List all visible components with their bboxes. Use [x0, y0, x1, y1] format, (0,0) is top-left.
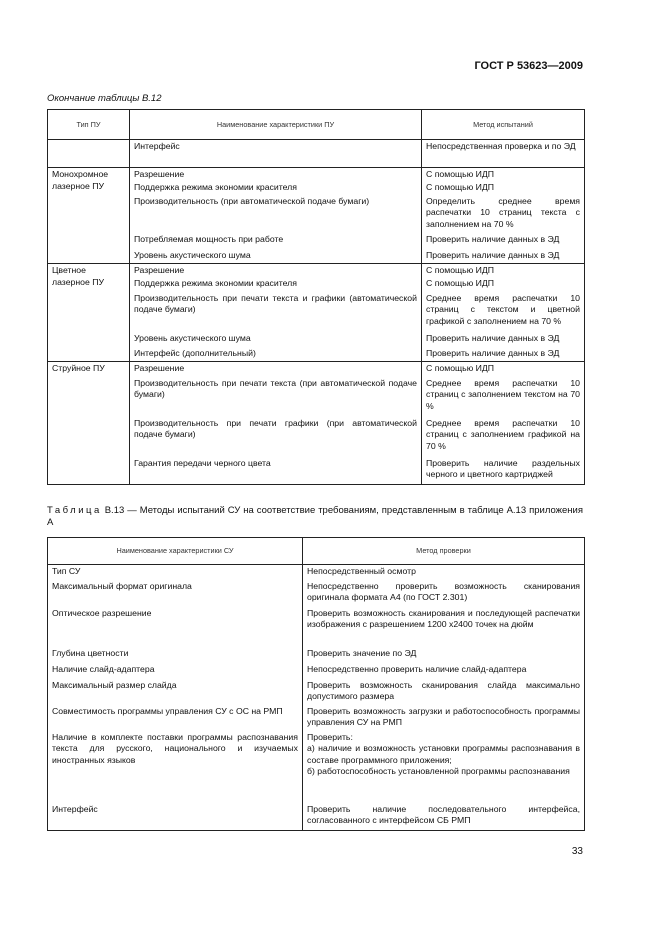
test-method-text: Среднее время распечатки 10 страниц с заполнением графикой на 70 %: [426, 417, 580, 451]
printer-type-cell: Цветное лазерное ПУ: [48, 264, 130, 362]
test-method-text: Среднее время распечатки 10 страниц с заполнением текстом на 70 %: [426, 377, 580, 411]
verification-method-cell: Непосредственный осмотр: [303, 565, 585, 580]
test-method-text: С помощью ИДП: [426, 169, 495, 179]
document-code: ГОСТ Р 53623—2009: [474, 60, 583, 72]
characteristic-text: Уровень акустического шума: [134, 332, 251, 343]
characteristic-text: Производительность при печати графики (при автоматической подаче бумаги): [134, 417, 417, 439]
characteristic-text: Производительность при печати текста и графики (автоматической подаче бумаги): [134, 292, 417, 314]
table-row: [48, 140, 585, 168]
column-header: Тип ПУ: [48, 110, 130, 140]
characteristic-text: Гарантия передачи черного цвета: [134, 457, 271, 468]
table-row: [48, 362, 585, 377]
column-header: Метод проверки: [303, 538, 585, 565]
test-method-text: Проверить наличие раздельных черного и цветного картриджей: [426, 457, 580, 479]
characteristic-cell: [130, 332, 422, 347]
test-method-cell: [422, 140, 585, 168]
test-method-text: Среднее время распечатки 10 страниц с текстом и цветной графикой с заполнением на 70 %: [426, 292, 580, 326]
characteristic-text: Разрешение: [134, 169, 185, 179]
verification-method-cell: Проверить значение по ЭД: [303, 647, 585, 663]
caption-label: Таблица: [47, 505, 102, 516]
characteristic-cell: [130, 168, 422, 181]
verification-method-cell: Проверить: а) наличие и возможность установки программы распознавания в составе программного приложения; б) работоспособность установленной программы распознавания: [303, 731, 585, 803]
characteristic-cell: [130, 347, 422, 362]
page-number: 33: [571, 846, 583, 857]
table-row: [48, 580, 585, 607]
test-method-cell: [422, 377, 585, 417]
verification-method-cell: Проверить возможность сканирования слайда максимально допустимого размера: [303, 679, 585, 705]
characteristic-cell: Наличие в комплекте поставки программы распознавания текста для русского, национального и изучаемых иностранных языков: [48, 731, 303, 803]
characteristic-cell: [130, 417, 422, 457]
table-row: [48, 168, 585, 181]
characteristic-cell: Глубина цветности: [48, 647, 303, 663]
characteristic-cell: [130, 195, 422, 233]
characteristic-cell: Оптическое разрешение: [48, 607, 303, 647]
printer-type-cell: Струйное ПУ: [48, 362, 130, 485]
characteristic-text: Интерфейс (дополнительный): [134, 347, 256, 358]
test-method-text: Определить среднее время распечатки 10 страниц текста с заполнением на 70 %: [426, 195, 580, 229]
characteristic-cell: [130, 264, 422, 277]
test-method-cell: [422, 362, 585, 377]
characteristic-text: Производительность (при автоматической подаче бумаги): [134, 195, 370, 206]
test-method-cell: [422, 332, 585, 347]
table-row: [48, 679, 585, 705]
test-method-cell: [422, 168, 585, 181]
table-b12: [47, 109, 585, 485]
table-row: [48, 607, 585, 647]
test-method-cell: [422, 347, 585, 362]
table-row: [48, 264, 585, 277]
table-row: [48, 731, 585, 803]
characteristic-cell: [130, 249, 422, 264]
test-method-text: Проверить наличие данных в ЭД: [426, 347, 560, 358]
table-row: [48, 663, 585, 679]
table-b13-caption: [47, 505, 583, 529]
test-method-text: Проверить наличие данных в ЭД: [426, 249, 560, 260]
characteristic-text: Потребляемая мощность при работе: [134, 233, 284, 244]
table-row: [48, 647, 585, 663]
verification-method-cell: Проверить возможность сканирования и последующей распечатки изображения с разрешением 1200 х2400 точек на дюйм: [303, 607, 585, 647]
test-method-text: Непосредственная проверка и по ЭД: [426, 141, 576, 151]
test-method-text: С помощью ИДП: [426, 181, 495, 192]
characteristic-text: Поддержка режима экономии красителя: [134, 277, 297, 288]
verification-method-cell: Непосредственно проверить наличие слайд-адаптера: [303, 663, 585, 679]
column-header: Наименование характеристики СУ: [48, 538, 303, 565]
test-method-cell: [422, 249, 585, 264]
test-method-cell: [422, 181, 585, 195]
printer-type-cell: Монохромное лазерное ПУ: [48, 168, 130, 264]
characteristic-cell: Совместимость программы управления СУ с ОС на РМП: [48, 705, 303, 731]
characteristic-text: Интерфейс: [134, 141, 180, 151]
characteristic-text: Разрешение: [134, 265, 185, 275]
printer-type-cell: [48, 140, 130, 168]
table-row: [48, 803, 585, 831]
characteristic-cell: Максимальный размер слайда: [48, 679, 303, 705]
characteristic-cell: Наличие слайд-адаптера: [48, 663, 303, 679]
test-method-cell: [422, 457, 585, 485]
characteristic-cell: Максимальный формат оригинала: [48, 580, 303, 607]
table-row: [48, 565, 585, 580]
table-row: [48, 705, 585, 731]
characteristic-cell: Тип СУ: [48, 565, 303, 580]
test-method-cell: [422, 195, 585, 233]
characteristic-text: Поддержка режима экономии красителя: [134, 181, 297, 192]
test-method-text: С помощью ИДП: [426, 363, 495, 373]
test-method-text: С помощью ИДП: [426, 265, 495, 275]
column-header: Метод испытаний: [422, 110, 585, 140]
characteristic-cell: [130, 457, 422, 485]
verification-method-cell: Непосредственно проверить возможность сканирования оригинала формата А4 (по ГОСТ 2.301): [303, 580, 585, 607]
column-header: Наименование характеристики ПУ: [130, 110, 422, 140]
characteristic-cell: [130, 362, 422, 377]
test-method-cell: [422, 277, 585, 292]
test-method-cell: [422, 292, 585, 332]
characteristic-cell: [130, 181, 422, 195]
characteristic-cell: [130, 233, 422, 249]
characteristic-cell: Интерфейс: [48, 803, 303, 831]
table-b12-caption: Окончание таблицы В.12: [47, 93, 162, 104]
characteristic-text: Производительность при печати текста (при автоматической подаче бумаги): [134, 377, 417, 399]
test-method-text: С помощью ИДП: [426, 277, 495, 288]
test-method-text: Проверить наличие данных в ЭД: [426, 332, 560, 343]
test-method-cell: [422, 264, 585, 277]
characteristic-cell: [130, 377, 422, 417]
characteristic-cell: [130, 277, 422, 292]
table-b13: [47, 537, 585, 831]
characteristic-cell: [130, 292, 422, 332]
table-header-row: [48, 110, 585, 140]
verification-method-cell: Проверить возможность загрузки и работоспособность программы управления СУ на РМП: [303, 705, 585, 731]
test-method-cell: [422, 233, 585, 249]
test-method-cell: [422, 417, 585, 457]
characteristic-text: Разрешение: [134, 363, 185, 373]
characteristic-cell: [130, 140, 422, 168]
test-method-text: Проверить наличие данных в ЭД: [426, 233, 560, 244]
characteristic-text: Уровень акустического шума: [134, 249, 251, 260]
verification-method-cell: Проверить наличие последовательного интерфейса, согласованного с интерфейсом СБ РМП: [303, 803, 585, 831]
caption-text: В.13 — Методы испытаний СУ на соответствие требованиям, представленным в таблице А.13 приложения А: [47, 505, 583, 528]
table-header-row: [48, 538, 585, 565]
